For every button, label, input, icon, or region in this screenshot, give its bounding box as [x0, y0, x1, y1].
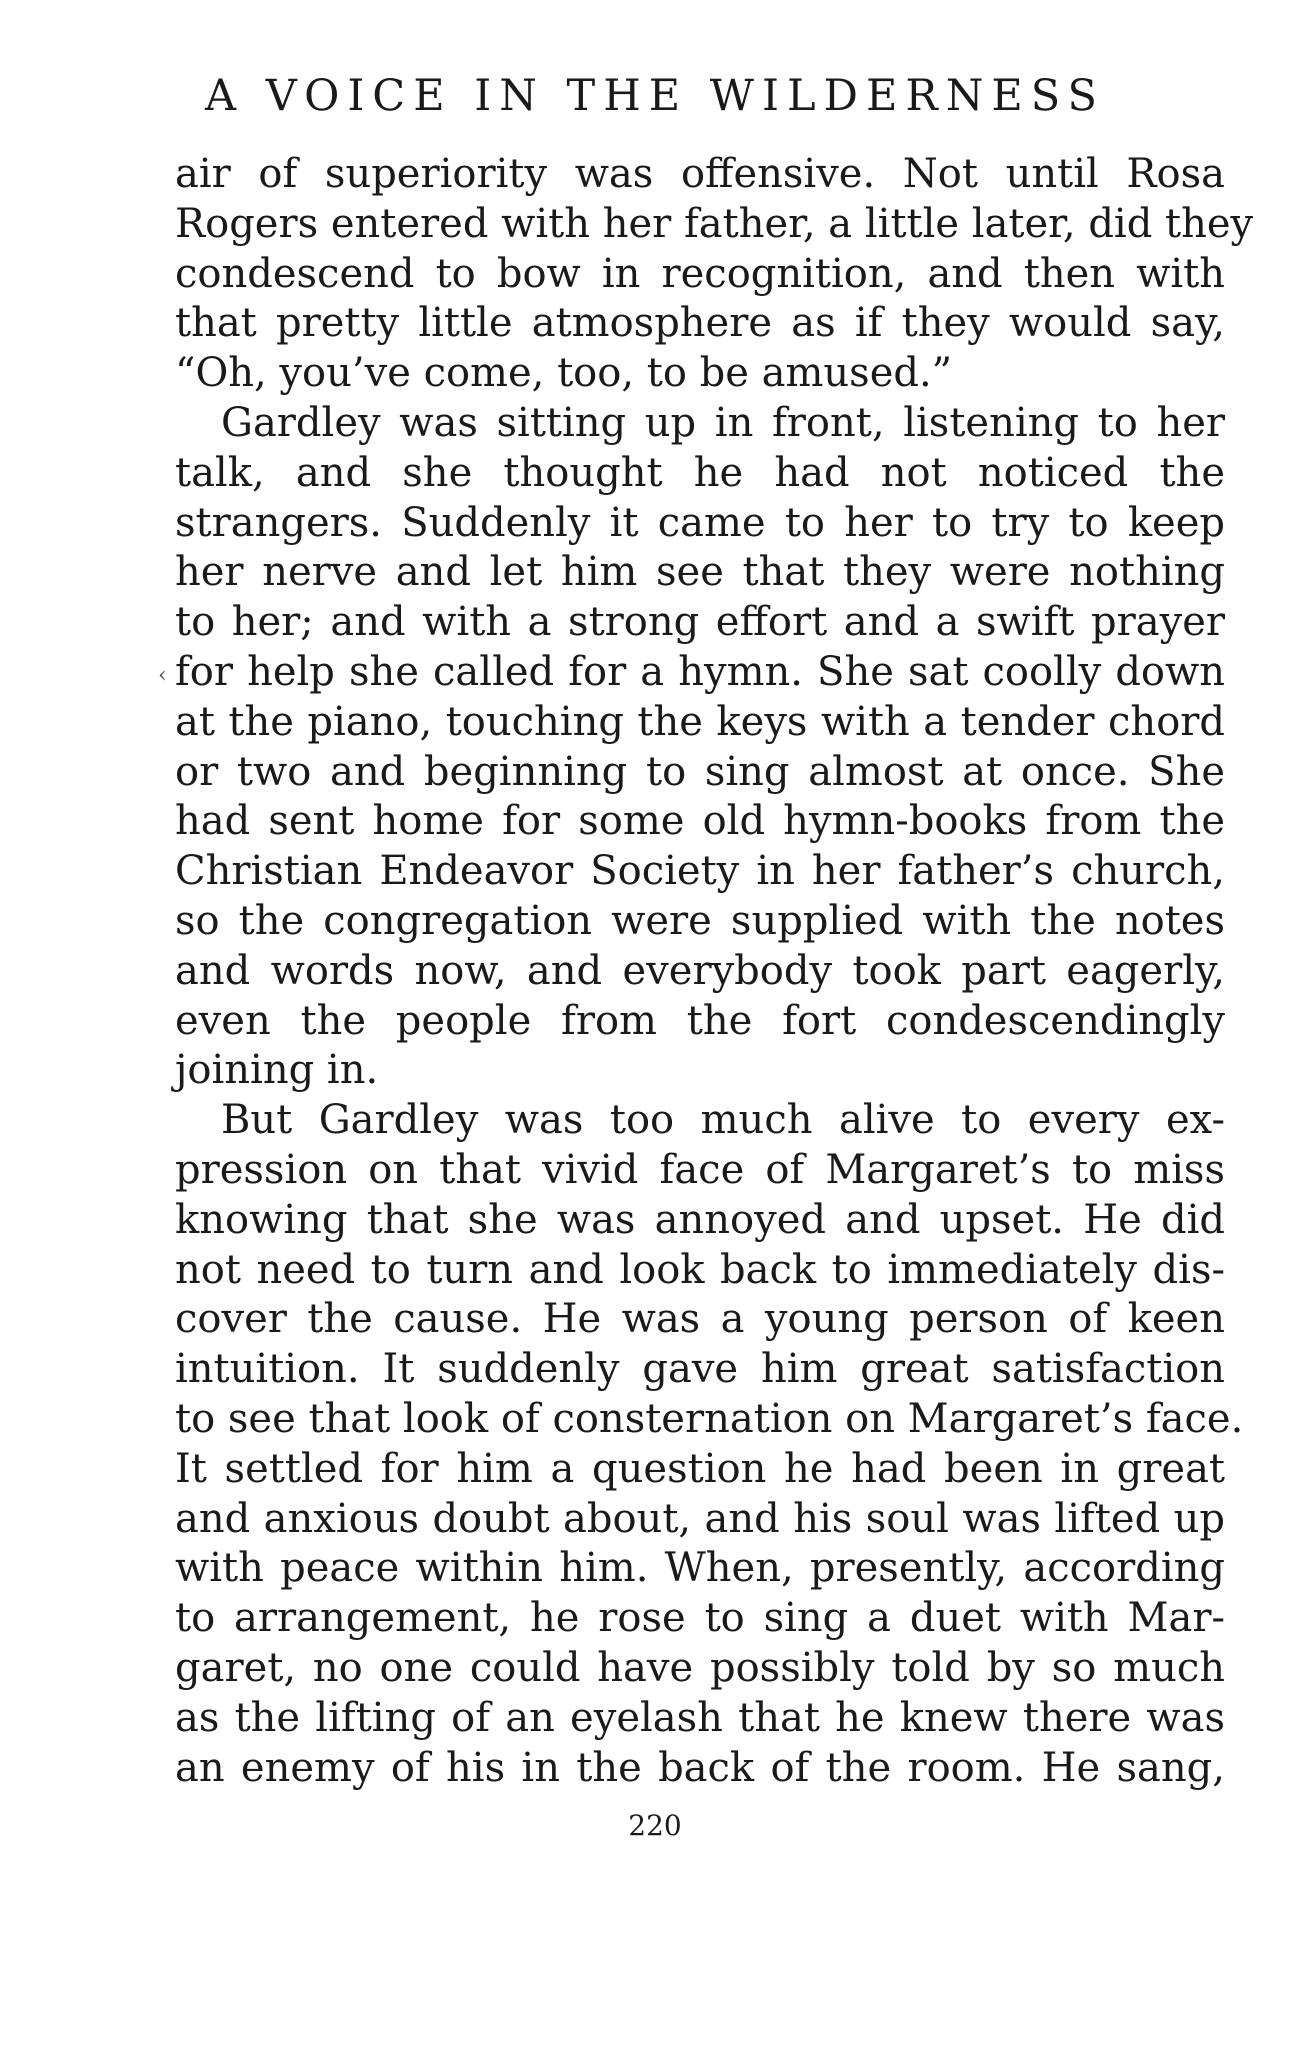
text-line: or two and beginning to sing almost at once. She — [175, 748, 1225, 795]
text-line: her nerve and let him see that they were nothing — [175, 549, 1225, 596]
text-line: and anxious doubt about, and his soul was lifted up — [175, 1495, 1225, 1542]
text-line: that pretty little atmosphere as if they would say, — [175, 300, 1225, 347]
text-line: with peace within him. When, presently, according — [175, 1545, 1225, 1592]
text-line: air of superiority was offensive. Not until Rosa — [175, 151, 1225, 197]
text-line: to her; and with a strong effort and a swift prayer — [175, 599, 1225, 646]
text-line: Christian Endeavor Society in her father’s church, — [175, 848, 1225, 895]
text-line: had sent home for some old hymn-books from the — [175, 798, 1225, 845]
body-text — [175, 150, 1254, 1793]
text-line: But Gardley was too much alive to every ex- — [221, 1097, 1225, 1144]
text-line: condescend to bow in recognition, and then with — [175, 250, 1225, 297]
text-line: to arrangement, he rose to sing a duet with Mar- — [175, 1595, 1225, 1642]
page-number: 220 — [628, 1809, 682, 1842]
text-line: talk, and she thought he had not noticed the — [175, 449, 1225, 496]
text-line: Gardley was sitting up in front, listening to her — [221, 399, 1225, 446]
text-line: an enemy of his in the back of the room. He sang, — [175, 1744, 1225, 1791]
running-head: A VOICE IN THE WILDERNESS — [205, 71, 1105, 121]
text-line: strangers. Suddenly it came to her to try to keep — [175, 499, 1225, 546]
text-line: cover the cause. He was a young person of keen — [175, 1296, 1225, 1343]
text-line: “Oh, you’ve come, too, to be amused.” — [175, 350, 953, 397]
text-line: knowing that she was annoyed and upset. He did — [175, 1196, 1225, 1243]
text-line: for help she called for a hymn. She sat coolly down — [175, 648, 1225, 695]
text-line: as the lifting of an eyelash that he knew there was — [175, 1694, 1225, 1741]
text-line: garet, no one could have possibly told by so much — [175, 1644, 1225, 1691]
text-line: Rogers entered with her father, a little later, did they — [175, 200, 1254, 247]
text-line: at the piano, touching the keys with a tender chord — [175, 698, 1225, 745]
text-line: and words now, and everybody took part eagerly, — [175, 947, 1225, 994]
text-line: joining in. — [175, 1047, 379, 1094]
text-line: so the congregation were supplied with the notes — [175, 897, 1225, 944]
text-line: not need to turn and look back to immediately dis- — [175, 1246, 1225, 1293]
text-line: to see that look of consternation on Margaret’s face. — [175, 1395, 1244, 1442]
text-line: even the people from the fort condescendingly — [175, 997, 1225, 1044]
margin-speck-mark: ‹ — [158, 663, 167, 688]
text-line: intuition. It suddenly gave him great satisfaction — [175, 1346, 1225, 1393]
text-line: pression on that vivid face of Margaret’s to miss — [175, 1146, 1225, 1193]
text-line: It settled for him a question he had been in great — [175, 1445, 1225, 1492]
